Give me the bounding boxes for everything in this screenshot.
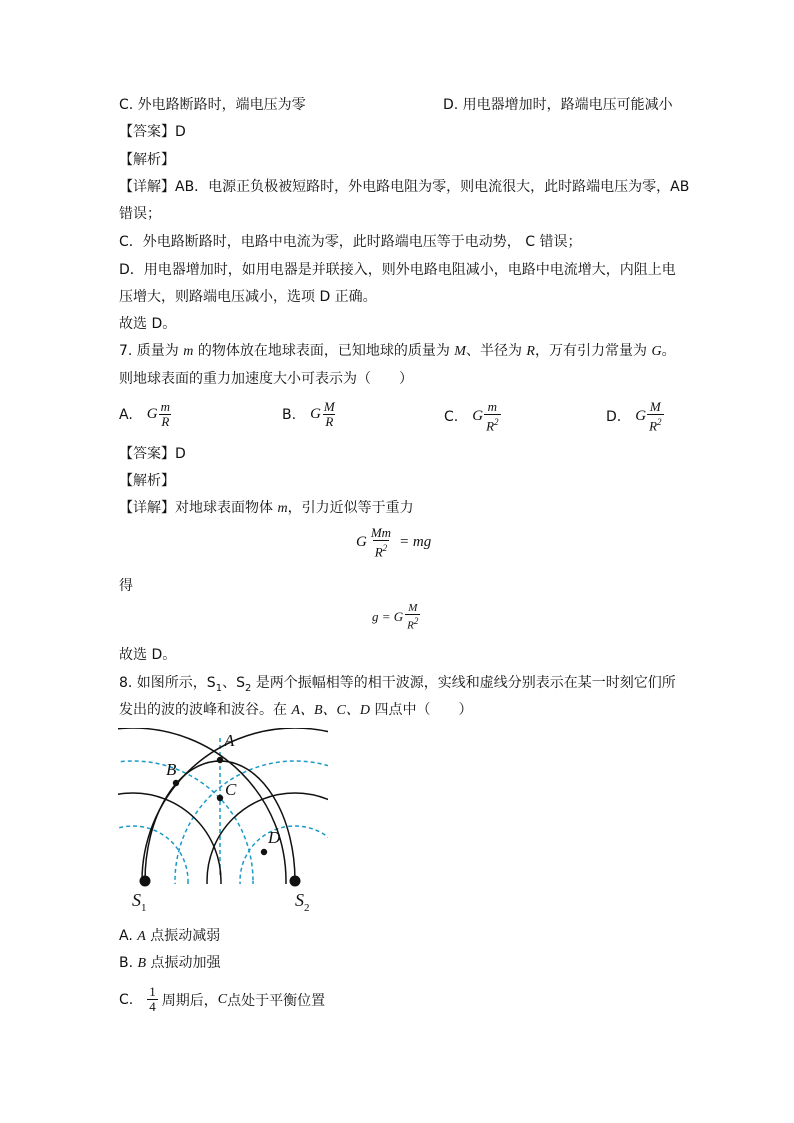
point-b-dot — [173, 780, 179, 786]
option-label: D. — [606, 408, 622, 425]
q6-answer: 【答案】D — [119, 124, 186, 140]
option-label: B. — [282, 406, 297, 423]
q7-stem-text: 7. 质量为 — [119, 343, 184, 359]
label-s2-sub: 2 — [304, 902, 310, 914]
fraction-numerator: Mm — [370, 525, 392, 540]
center-crest-arc — [145, 761, 295, 881]
q6-detail-line-3: C．外电路断路时，电路中电流为零，此时路端电压等于电动势， C 错误； — [119, 234, 582, 250]
option-constant: G — [635, 408, 647, 425]
subscript: 2 — [244, 682, 252, 694]
q8-stem-text: 、S — [222, 675, 245, 691]
fraction-denominator — [323, 414, 335, 429]
q8-stem-text: 四点中（ ） — [370, 702, 473, 718]
q7-stem-line-1 — [119, 341, 676, 362]
option-label: B. — [119, 955, 138, 971]
q7-analysis-heading: 【解析】 — [119, 473, 175, 489]
label-d: D — [268, 828, 281, 847]
option-label: C. — [119, 991, 134, 1008]
fraction-denominator: 4 — [149, 999, 156, 1014]
q8-option-c — [119, 985, 325, 1014]
q7-conclusion: 故选 D。 — [119, 647, 177, 663]
q7-answer: 【答案】D — [119, 446, 186, 462]
denominator-exponent: 2 — [413, 616, 419, 626]
option-constant: G — [472, 408, 484, 425]
option-fraction — [647, 400, 663, 433]
eq-right-side: = mg — [399, 534, 432, 551]
q8-stem-text: 发出的波的波峰和波谷。在 — [119, 702, 292, 718]
q6-detail-line-1: 【详解】AB．电源正负极被短路时，外电路电阻为零，则电流很大，此时路端电压为零，AB — [119, 179, 690, 195]
q6-conclusion: 故选 D。 — [119, 316, 177, 332]
q7-option-d — [606, 400, 664, 433]
source-s1-dot — [140, 876, 151, 887]
q7-equation-1 — [356, 526, 431, 559]
q7-var-R: R — [526, 344, 535, 359]
fraction-numerator: M — [323, 399, 335, 414]
denominator-exponent: 2 — [494, 417, 499, 427]
label-b: B — [166, 760, 177, 779]
q7-var-m: m — [277, 501, 288, 516]
q7-var-G: G — [651, 344, 662, 359]
source-s2-dot — [290, 876, 301, 887]
q8-points: A、B、C、D — [291, 703, 371, 718]
label-a: A — [224, 731, 235, 750]
q7-detail-line — [119, 498, 414, 519]
q7-de: 得 — [119, 578, 133, 594]
option-text: 点振动减弱 — [145, 928, 221, 944]
q8-option-a — [119, 926, 220, 947]
denominator-base: R — [649, 418, 658, 434]
point-c-dot — [217, 795, 223, 801]
q6-detail-line-2: 错误； — [119, 206, 161, 222]
denominator-exponent: 2 — [657, 417, 662, 427]
wave-interference-figure — [118, 728, 328, 918]
fraction-numerator: m — [487, 399, 497, 414]
fraction-numerator: 1 — [149, 984, 156, 999]
q7-stem-line-2: 则地球表面的重力加速度大小可表示为（ ） — [119, 371, 413, 387]
point-name: C — [217, 991, 228, 1007]
q7-detail-text: 【详解】对地球表面物体 — [119, 500, 278, 516]
fraction-denominator — [405, 614, 420, 632]
q7-option-b — [282, 400, 337, 429]
q7-equation-2 — [372, 602, 420, 632]
fraction-denominator — [484, 414, 500, 433]
option-constant: G — [146, 406, 158, 422]
option-text: 周期后， — [161, 992, 218, 1009]
option-fraction — [159, 400, 172, 429]
fraction-denominator — [373, 540, 389, 559]
label-c: C — [225, 780, 237, 799]
q8-stem-text: 8. 如图所示，S — [119, 675, 216, 691]
q7-var-m: m — [183, 344, 194, 359]
option-fraction — [322, 400, 337, 429]
q7-option-a — [119, 400, 172, 429]
point-name: B — [137, 956, 147, 971]
point-name: A — [137, 929, 146, 944]
point-a-dot — [217, 757, 223, 763]
fraction-denominator — [159, 414, 171, 429]
option-label: A. — [119, 928, 138, 944]
q8-stem-line-2 — [119, 700, 472, 721]
q7-var-M: M — [454, 344, 466, 359]
fraction-denominator — [647, 414, 663, 433]
q7-stem-text: ，万有引力常量为 — [534, 343, 652, 359]
option-fraction — [147, 985, 158, 1014]
q6-detail-line-5: 压增大，则路端电压减小，选项 D 正确。 — [119, 289, 377, 305]
eq-left-side: g = G — [372, 608, 404, 624]
option-label: A. — [119, 406, 133, 423]
fraction-numerator: M — [408, 602, 418, 614]
denominator-base: R — [374, 544, 383, 560]
denominator-base: R — [407, 619, 414, 632]
point-d-dot — [261, 849, 267, 855]
subscript: 1 — [215, 682, 223, 694]
eq-constant: G — [356, 534, 367, 551]
denominator-base: R — [486, 418, 495, 434]
option-label: C. — [444, 408, 459, 425]
denominator-base: R — [161, 414, 170, 429]
fraction-numerator: m — [160, 399, 171, 414]
q7-stem-text: 、半径为 — [465, 343, 527, 359]
q8-stem-text: 是两个振幅相等的相干波源，实线和虚线分别表示在某一时刻它们所 — [251, 675, 676, 691]
q6-analysis-heading: 【解析】 — [119, 152, 175, 168]
eq-fraction — [405, 602, 420, 632]
q6-detail-line-4: D．用电器增加时，如用电器是并联接入，则外电路电阻减小，电路中电流增大，内阻上电 — [119, 262, 676, 278]
option-text: 点处于平衡位置 — [227, 992, 326, 1009]
label-s1-letter: S — [132, 890, 141, 910]
q7-option-c — [444, 400, 501, 433]
eq-fraction — [369, 526, 393, 559]
label-s1-sub: 1 — [141, 902, 147, 914]
q7-stem-text: 。 — [661, 343, 676, 359]
option-text: 点振动加强 — [146, 955, 221, 971]
denominator-base: R — [325, 414, 334, 429]
label-s2-letter: S — [295, 890, 304, 910]
q7-detail-text: ，引力近似等于重力 — [287, 500, 414, 516]
fraction-numerator: M — [649, 399, 661, 414]
q7-stem-text: 的物体放在地球表面，已知地球的质量为 — [193, 343, 455, 359]
option-fraction — [484, 400, 500, 433]
option-constant: G — [310, 406, 321, 422]
q6-option-c: C. 外电路断路时，端电压为零 — [119, 97, 306, 113]
q6-option-d: D. 用电器增加时，路端电压可能减小 — [443, 97, 673, 113]
q8-option-b — [119, 953, 221, 974]
q8-stem-line-1 — [119, 673, 676, 699]
denominator-exponent: 2 — [382, 543, 388, 553]
